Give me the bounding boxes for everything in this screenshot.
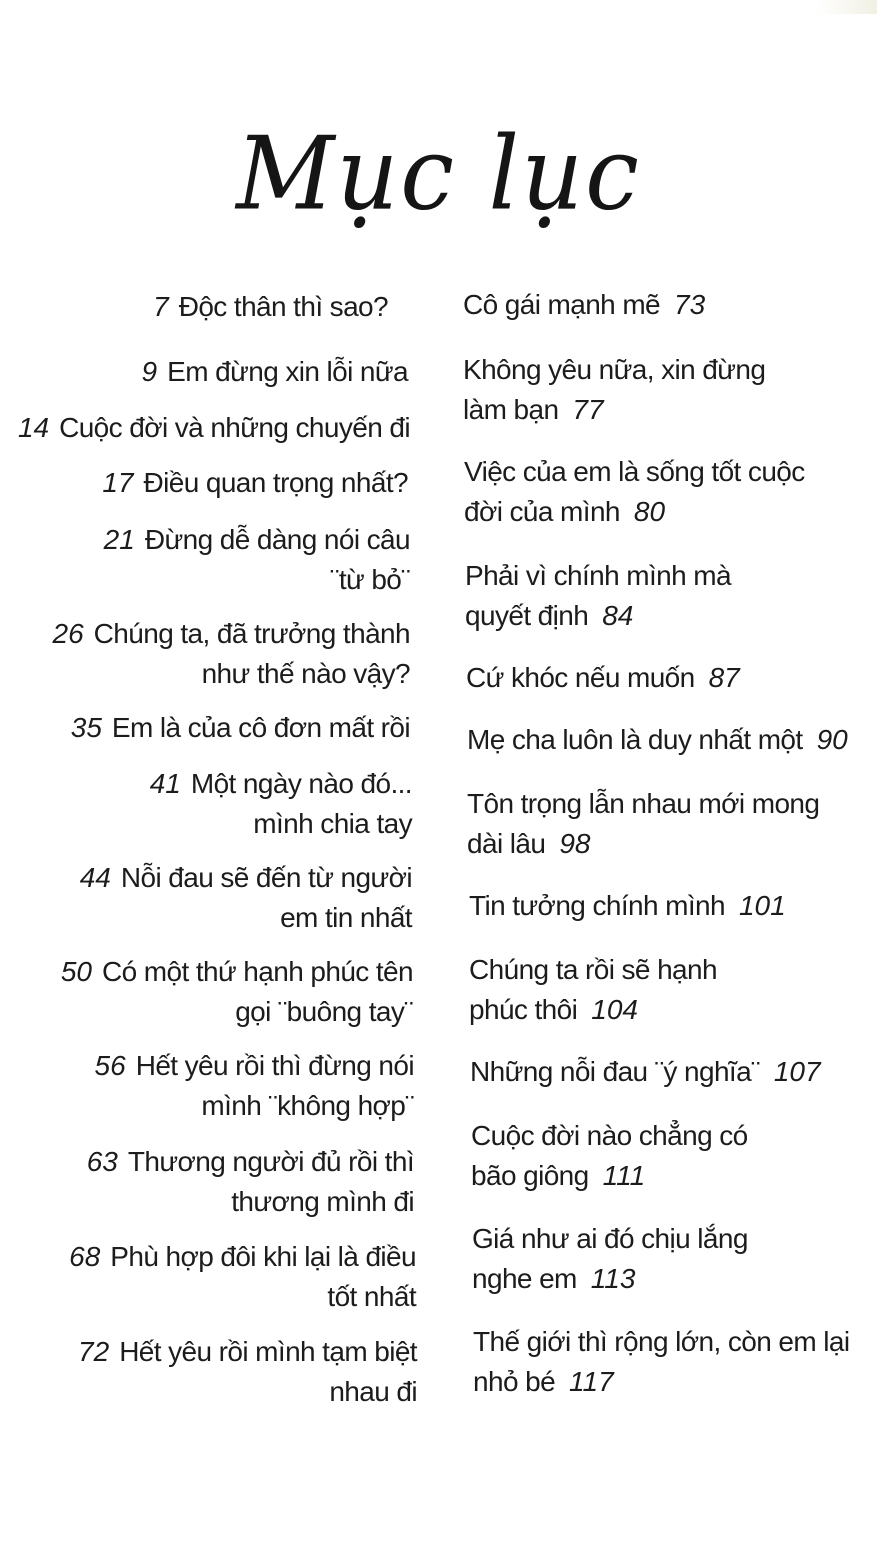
toc-entry-title: làm bạn [463,394,559,425]
toc-entry[interactable] [18,408,410,448]
toc-entry-line [467,784,819,824]
toc-entry-line [463,390,765,430]
toc-entry-title: Điều quan trọng nhất? [143,467,408,498]
toc-page-number: 111 [602,1160,646,1191]
toc-entry-line [465,556,731,596]
toc-entry-title: mình chia tay [253,808,412,839]
toc-page-number: 90 [816,724,848,755]
toc-entry[interactable] [470,1052,821,1092]
toc-entry-title: bão giông [471,1160,589,1191]
toc-entry-title: đời của mình [464,496,620,527]
toc-entry[interactable] [463,285,705,325]
toc-page-number: 73 [674,289,706,320]
toc-entry-title: Thế giới thì rộng lớn, còn em lại [473,1326,850,1357]
toc-entry-title: Những nỗi đau ¨ý nghĩa¨ [470,1056,760,1087]
toc-page-number: 117 [569,1366,614,1397]
toc-page-number: 14 [17,412,50,443]
toc-entry[interactable] [87,1142,414,1222]
toc-page-number: 44 [79,862,111,893]
toc-page-number: 101 [738,890,786,921]
toc-entry-line [473,1362,849,1402]
toc-page-number: 56 [94,1050,126,1081]
toc-entry-line [69,1237,416,1277]
toc-page-number: 50 [60,956,92,987]
toc-entry-line [463,285,705,325]
toc-page-number: 68 [69,1241,101,1272]
toc-entry[interactable] [53,614,410,694]
toc-page-number: 72 [78,1336,110,1367]
toc-entry-line [464,492,805,532]
toc-entry-line [153,287,388,327]
toc-entry-title: nghe em [472,1263,577,1294]
toc-entry-line [471,1116,748,1156]
toc-entry-title: em tin nhất [280,902,412,933]
toc-page-number: 9 [141,356,158,387]
toc-entry[interactable] [465,556,731,636]
toc-entry-title: Chúng ta, đã trưởng thành [93,618,410,649]
toc-entry-line [78,1372,417,1412]
toc-entry-line [150,804,412,844]
toc-page-number: 80 [633,496,666,527]
toc-entry-line [53,614,410,654]
toc-page-number: 98 [559,828,591,859]
toc-entry-line [473,1322,849,1362]
toc-entry-title: Có một thứ hạnh phúc tên [102,956,413,987]
toc-entry-title: nhau đi [329,1376,417,1407]
toc-entry[interactable] [467,720,848,760]
toc-entry-line [469,950,717,990]
toc-entry-title: ¨từ bỏ¨ [330,564,410,595]
toc-entry-title: gọi ¨buông tay¨ [235,996,413,1027]
toc-entry[interactable] [473,1322,849,1402]
toc-page-number: 17 [102,467,134,498]
toc-entry-title: Độc thân thì sao? [178,291,388,322]
toc-entry-title: Em là của cô đơn mất rồi [111,712,410,743]
toc-entry-line [87,1182,414,1222]
toc-entry[interactable] [472,1219,748,1299]
toc-page-number: 7 [153,291,169,322]
toc-entry-line [464,452,805,492]
page-title: Mục lục [236,115,641,233]
toc-entry[interactable] [153,287,388,327]
toc-entry[interactable] [102,463,408,503]
toc-entry[interactable] [69,1237,416,1317]
toc-entry-title: Cuộc đời và những chuyến đi [59,412,410,443]
toc-entry-line [104,560,410,600]
toc-page-number: 21 [103,524,135,555]
toc-entry-title: Việc của em là sống tốt cuộc [464,456,805,487]
toc-page-number: 26 [52,618,84,649]
toc-entry-line [467,720,848,760]
toc-entry-line [69,1277,416,1317]
toc-entry-line [61,992,413,1032]
toc-entry-line [87,1142,414,1182]
toc-entry-title: Phải vì chính mình mà [465,560,731,591]
toc-entry[interactable] [466,658,740,698]
toc-entry[interactable] [469,886,786,926]
toc-page-number: 77 [572,394,604,425]
toc-entry-title: Giá như ai đó chịu lắng [472,1223,748,1254]
toc-entry-line [472,1219,748,1259]
toc-entry-title: Phù hợp đôi khi lại là điều [110,1241,416,1272]
toc-entry-title: tốt nhất [327,1281,416,1312]
toc-page-number: 113 [590,1263,636,1294]
toc-entry-line [467,824,819,864]
toc-entry[interactable] [471,1116,748,1196]
toc-entry-title: Đừng dễ dàng nói câu [144,524,410,555]
toc-entry-title: Cô gái mạnh mẽ [463,289,661,320]
toc-entry-line [95,1046,414,1086]
toc-entry[interactable] [150,764,412,844]
toc-entry-line [104,520,410,560]
toc-entry-title: Thương người đủ rồi thì [127,1146,414,1177]
toc-entry[interactable] [95,1046,414,1126]
toc-entry-line [463,350,765,390]
toc-entry-line [18,408,410,448]
toc-entry-title: như thế nào vậy? [201,658,410,689]
toc-entry-title: thương mình đi [231,1186,414,1217]
toc-entry[interactable] [142,352,408,392]
toc-page-number: 63 [86,1146,118,1177]
toc-entry[interactable] [469,950,717,1030]
toc-entry-line [80,858,412,898]
toc-entry-line [472,1259,748,1299]
toc-entry-line [80,898,412,938]
toc-entry-title: Mẹ cha luôn là duy nhất một [467,724,803,755]
toc-entry-line [150,764,412,804]
toc-entry-line [78,1332,417,1372]
toc-page-number: 104 [591,994,638,1025]
toc-entry[interactable] [80,858,412,938]
toc-entry-line [466,658,740,698]
toc-entry-title: Cuộc đời nào chẳng có [471,1120,748,1151]
toc-entry-line [471,1156,748,1196]
toc-entry-line [102,463,408,503]
toc-entry[interactable] [464,452,805,532]
toc-entry-title: Tôn trọng lẫn nhau mới mong [467,788,820,819]
toc-entry[interactable] [71,708,410,748]
toc-entry[interactable] [467,784,819,864]
toc-entry-line [142,352,408,392]
toc-entry[interactable] [61,952,413,1032]
corner-smudge [817,0,877,14]
toc-entry-title: phúc thôi [469,994,578,1025]
toc-entry-title: Hết yêu rồi thì đừng nói [135,1050,414,1081]
toc-entry-title: Chúng ta rồi sẽ hạnh [469,954,717,985]
toc-page-number: 107 [773,1056,821,1087]
toc-entry-title: Cứ khóc nếu muốn [466,662,695,693]
toc-page-number: 35 [70,712,102,743]
toc-entry-line [71,708,410,748]
toc-entry[interactable] [463,350,765,430]
toc-entry-title: Một ngày nào đó... [190,768,412,799]
toc-entry-title: Nỗi đau sẽ đến từ người [120,862,412,893]
toc-entry-line [469,886,786,926]
toc-page-number: 41 [149,768,181,799]
toc-page-number: 87 [708,662,740,693]
toc-entry-title: Tin tưởng chính mình [469,890,725,921]
toc-entry-line [53,654,410,694]
toc-entry-line [61,952,413,992]
toc-entry[interactable] [104,520,410,600]
toc-entry-line [465,596,731,636]
toc-entry[interactable] [78,1332,417,1412]
toc-entry-title: Em đừng xin lỗi nữa [167,356,408,387]
toc-entry-title: quyết định [465,600,589,631]
toc-entry-title: dài lâu [467,828,546,859]
toc-entry-line [470,1052,821,1092]
toc-entry-title: nhỏ bé [473,1366,556,1397]
toc-entry-title: Không yêu nữa, xin đừng [463,354,766,385]
toc-entry-line [469,990,717,1030]
toc-entry-line [95,1086,414,1126]
toc-entry-title: mình ¨không hợp¨ [201,1090,414,1121]
toc-page-number: 84 [602,600,634,631]
toc-entry-title: Hết yêu rồi mình tạm biệt [119,1336,417,1367]
